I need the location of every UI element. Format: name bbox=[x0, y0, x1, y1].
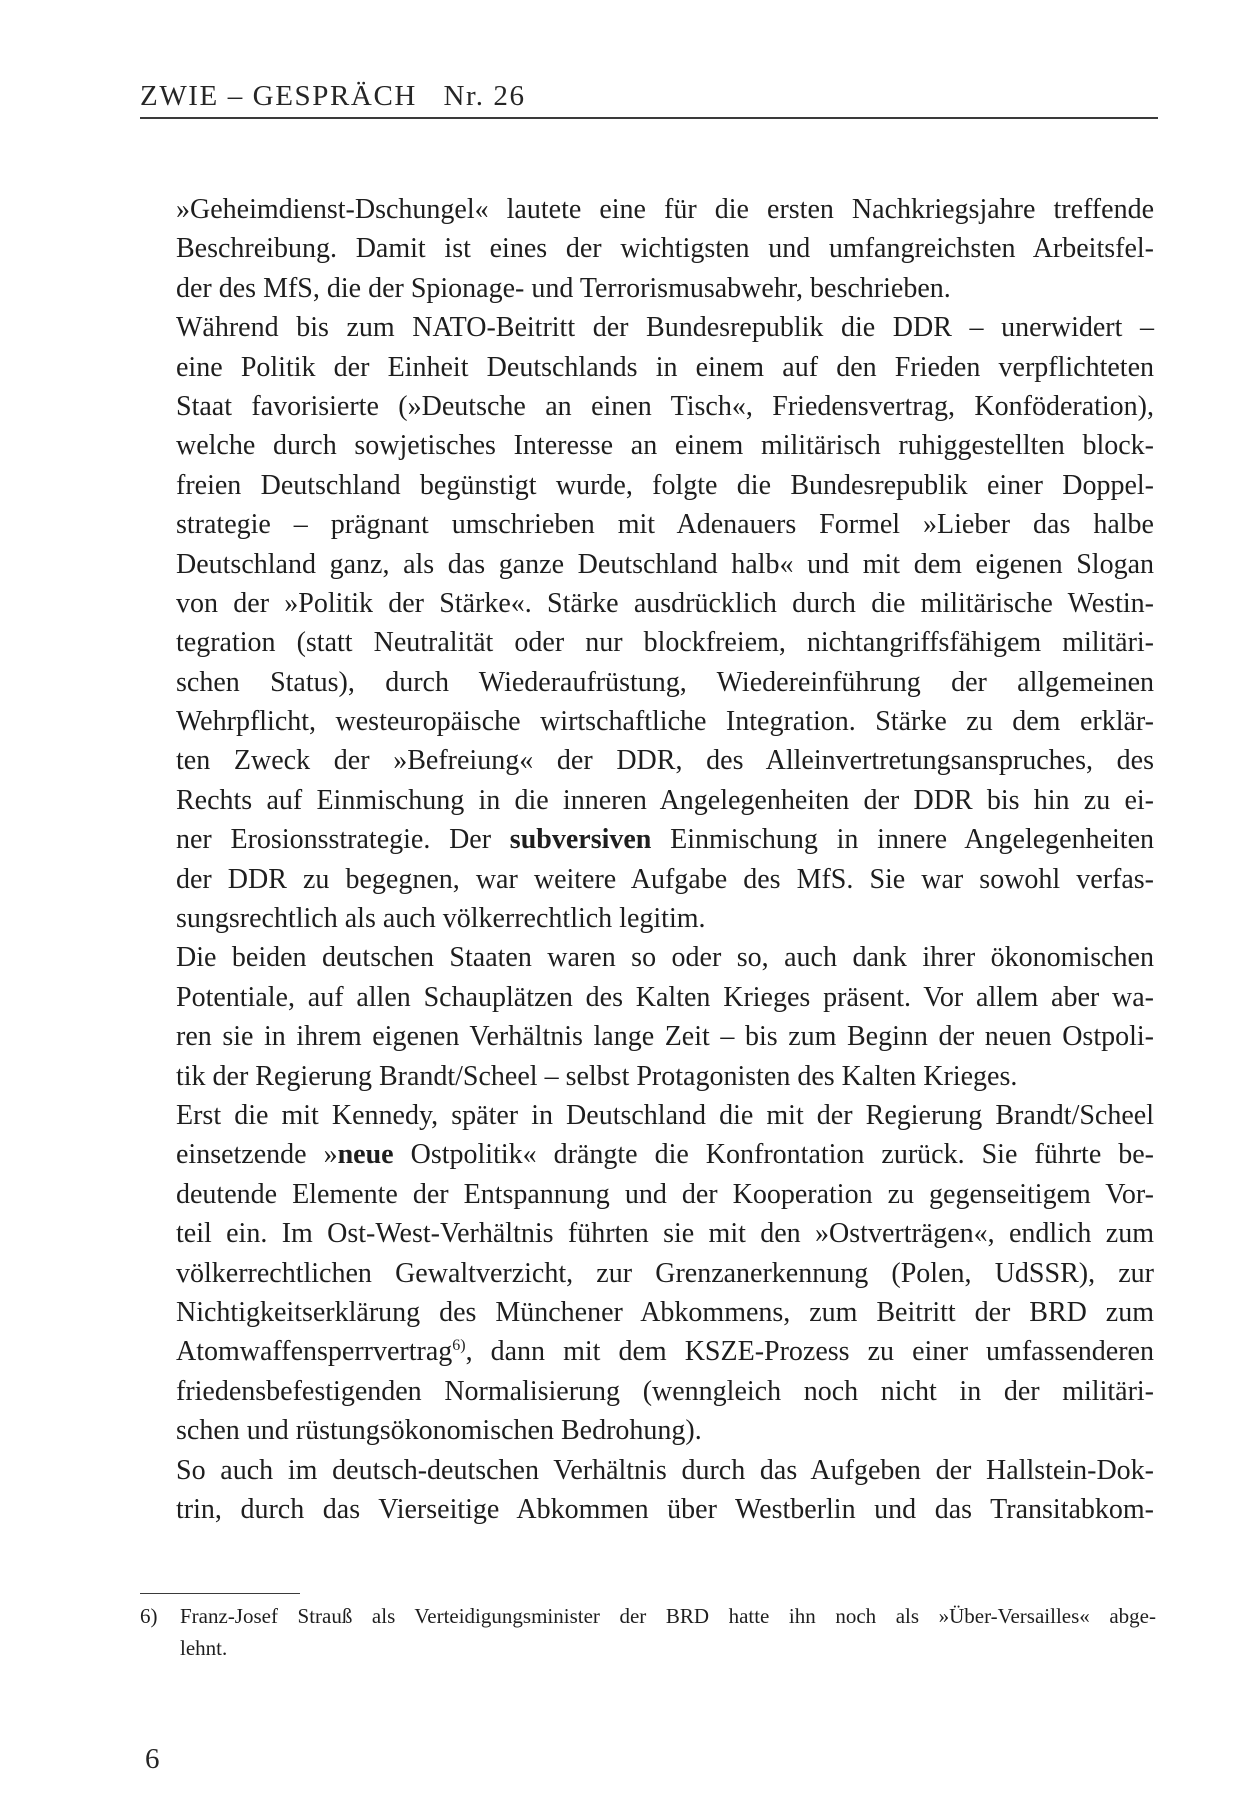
text-line: schen und rüstungsökonomischen Bedrohung). bbox=[176, 1415, 702, 1447]
page-number: 6 bbox=[145, 1743, 160, 1775]
footnote-rule bbox=[140, 1593, 300, 1594]
text-line: Staat favorisierte (»Deutsche an einen Tisch«, Friedensvertrag, Konföderation), bbox=[176, 390, 1154, 422]
text-line bbox=[176, 820, 1154, 859]
bold-emphasis: neue bbox=[337, 1139, 394, 1171]
text-run: , dann mit dem KSZE-Prozess zu einer umfassenderen bbox=[465, 1336, 1154, 1368]
text-line: schen Status), durch Wiederaufrüstung, Wiedereinführung der allgemeinen bbox=[176, 666, 1154, 698]
footnote-text bbox=[180, 1600, 1156, 1664]
text-line: tik der Regierung Brandt/Scheel – selbst Protagonisten des Kalten Krieges. bbox=[176, 1060, 1018, 1092]
text-run: einsetzende » bbox=[176, 1139, 338, 1171]
text-line bbox=[176, 1135, 1154, 1174]
text-run: Ostpolitik« drängte die Konfrontation zurück. Sie führte be- bbox=[393, 1139, 1155, 1171]
text-line: freien Deutschland begünstigt wurde, folgte die Bundesrepublik einer Doppel- bbox=[176, 469, 1154, 501]
text-line: friedensbefestigenden Normalisierung (wenngleich noch nicht in der militäri- bbox=[176, 1375, 1154, 1407]
text-line: Erst die mit Kennedy, später in Deutschland die mit der Regierung Brandt/Scheel bbox=[176, 1099, 1154, 1131]
text-line: welche durch sowjetisches Interesse an einem militärisch ruhiggestellten block- bbox=[176, 430, 1154, 462]
text-line: deutende Elemente der Entspannung und der Kooperation zu gegenseitigem Vor- bbox=[176, 1178, 1154, 1210]
text-line: Während bis zum NATO-Beitritt der Bundesrepublik die DDR – unerwidert – bbox=[176, 312, 1154, 344]
text-line: tegration (statt Neutralität oder nur blockfreiem, nichtangriffsfähigem militäri- bbox=[176, 627, 1154, 659]
text-line: strategie – prägnant umschrieben mit Adenauers Formel »Lieber das halbe bbox=[176, 509, 1154, 541]
footnote-number: 6) bbox=[140, 1604, 158, 1628]
text-line: ten Zweck der »Befreiung« der DDR, des Alleinvertretungsanspruches, des bbox=[176, 745, 1154, 777]
text-run: ner Erosionsstrategie. Der bbox=[176, 824, 510, 856]
header-rule bbox=[140, 117, 1158, 119]
footnote-reference: 6) bbox=[452, 1337, 466, 1355]
bold-emphasis: subversiven bbox=[509, 824, 652, 856]
text-line: ren sie in ihrem eigenen Verhältnis lange Zeit – bis zum Beginn der neuen Ostpoli- bbox=[176, 1021, 1154, 1053]
footnote-line: lehnt. bbox=[180, 1636, 228, 1660]
text-line: Potentiale, auf allen Schauplätzen des Kalten Krieges präsent. Vor allem aber wa- bbox=[176, 981, 1154, 1013]
text-line: sungsrechtlich als auch völkerrechtlich legitim. bbox=[176, 903, 706, 935]
text-line: der des MfS, die der Spionage- und Terrorismusabwehr, beschrieben. bbox=[176, 272, 951, 304]
text-line: So auch im deutsch-deutschen Verhältnis durch das Aufgeben der Hallstein-Dok- bbox=[176, 1454, 1154, 1486]
text-line: teil ein. Im Ost-West-Verhältnis führten sie mit den »Ostverträgen«, endlich zum bbox=[176, 1218, 1154, 1250]
text-line: der DDR zu begegnen, war weitere Aufgabe des MfS. Sie war sowohl verfas- bbox=[176, 863, 1154, 895]
text-line: von der »Politik der Stärke«. Stärke ausdrücklich durch die militärische Westin- bbox=[176, 587, 1154, 619]
text-line: Nichtigkeitserklärung des Münchener Abkommens, zum Beitritt der BRD zum bbox=[176, 1296, 1154, 1328]
footnote-line: Franz-Josef Strauß als Verteidigungsminister der BRD hatte ihn noch als »Über-Versailles« abge- bbox=[180, 1604, 1156, 1628]
text-run: Einmischung in innere Angelegenheiten bbox=[651, 824, 1154, 856]
running-head: ZWIE – GESPRÄCH Nr. 26 bbox=[140, 80, 526, 112]
text-line: Beschreibung. Damit ist eines der wichtigsten und umfangreichsten Arbeitsfel- bbox=[176, 233, 1154, 265]
text-line: Rechts auf Einmischung in die inneren Angelegenheiten der DDR bis hin zu ei- bbox=[176, 784, 1154, 816]
text-line: völkerrechtlichen Gewaltverzicht, zur Grenzanerkennung (Polen, UdSSR), zur bbox=[176, 1257, 1154, 1289]
text-line: Die beiden deutschen Staaten waren so oder so, auch dank ihrer ökonomischen bbox=[176, 942, 1154, 974]
text-line: eine Politik der Einheit Deutschlands in einem auf den Frieden verpflichteten bbox=[176, 351, 1154, 383]
text-run: Atomwaffensperrvertrag bbox=[176, 1336, 453, 1368]
text-line: »Geheimdienst-Dschungel« lautete eine für die ersten Nachkriegsjahre treffende bbox=[176, 194, 1154, 225]
text-line: trin, durch das Vierseitige Abkommen über Westberlin und das Transitabkom- bbox=[176, 1493, 1154, 1525]
text-line bbox=[176, 1332, 1154, 1371]
body-text bbox=[176, 190, 1154, 1529]
text-line: Wehrpflicht, westeuropäische wirtschaftliche Integration. Stärke zu dem erklär- bbox=[176, 706, 1154, 738]
text-line: Deutschland ganz, als das ganze Deutschland halb« und mit dem eigenen Slogan bbox=[176, 548, 1154, 580]
